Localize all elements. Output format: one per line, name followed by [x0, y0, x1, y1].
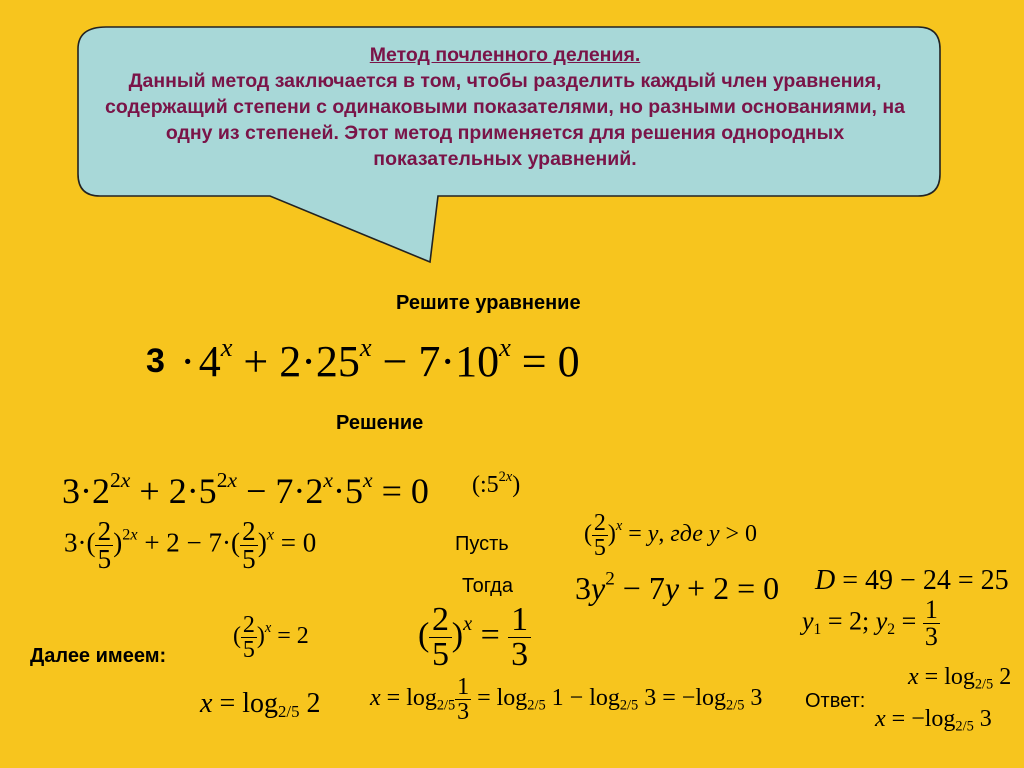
roots: $y_1 = 2$; $y_2$ = $\frac{1}{3}$ [802, 597, 940, 650]
case2-result: $x = \log_{2/5}$ $\frac{1}{3}$ = $\log_{2/5} 1 - \log_{2/5} 3 = -\log_{2/5}$ 3 [370, 674, 763, 725]
step2-equation: 3·( $\frac{2}{5}$ )$^{2x}$ + 2 − 7·( $\frac{2}{5}$ )$^x$ = 0 [64, 516, 317, 574]
solution-heading: Решение [336, 412, 424, 434]
answer-label: Ответ: [805, 690, 866, 712]
callout-text-block [90, 42, 920, 172]
substitution-equation: ( $\frac{2}{5}$ )$^x$ = y, где y > 0 [584, 510, 758, 561]
further-label: Далее имеем: [30, 645, 167, 667]
task-heading: Решите уравнение [396, 292, 581, 314]
case1-equation: ( $\frac{2}{5}$ )$^x$ = 2 [233, 612, 309, 663]
let-label: Пусть [455, 533, 509, 555]
quadratic-equation: $3y^2 - 7y + 2 = 0$ [575, 568, 780, 606]
answer-1: $x = \log_{2/5} 2$ [908, 664, 1012, 693]
answer-2: $x = -\log_{2/5}$ 3 [875, 706, 992, 735]
discriminant: D = 49 − 24 = 25 [815, 565, 1009, 596]
case2-equation: ( $\frac{2}{5}$ )$^x$ = $\frac{1}{3}$ [418, 603, 531, 672]
case1-result: $x = \log_{2/5} 2$ [200, 688, 321, 722]
step1-equation: $3\cdot 2^{2x} + 2\cdot 5^{2x} - 7\cdot 2^x\cdot 5^x = 0$ [62, 467, 429, 511]
divide-note: $(:5^{2x})$ [472, 469, 521, 498]
then-label: Тогда [462, 575, 513, 597]
callout-description: Данный метод заключается в том, чтобы разделить каждый член уравнения, содержащий степени с одинаковыми показателями, но разными основаниями, на одну из степеней. Этот метод применяется для решения однородных показательных уравнений. [104, 70, 906, 170]
callout-title: Метод почленного деления. [369, 44, 641, 66]
task-equation: 3 · $4^x + 2\cdot 25^x - 7\cdot 10^x = 0$ [146, 332, 580, 386]
